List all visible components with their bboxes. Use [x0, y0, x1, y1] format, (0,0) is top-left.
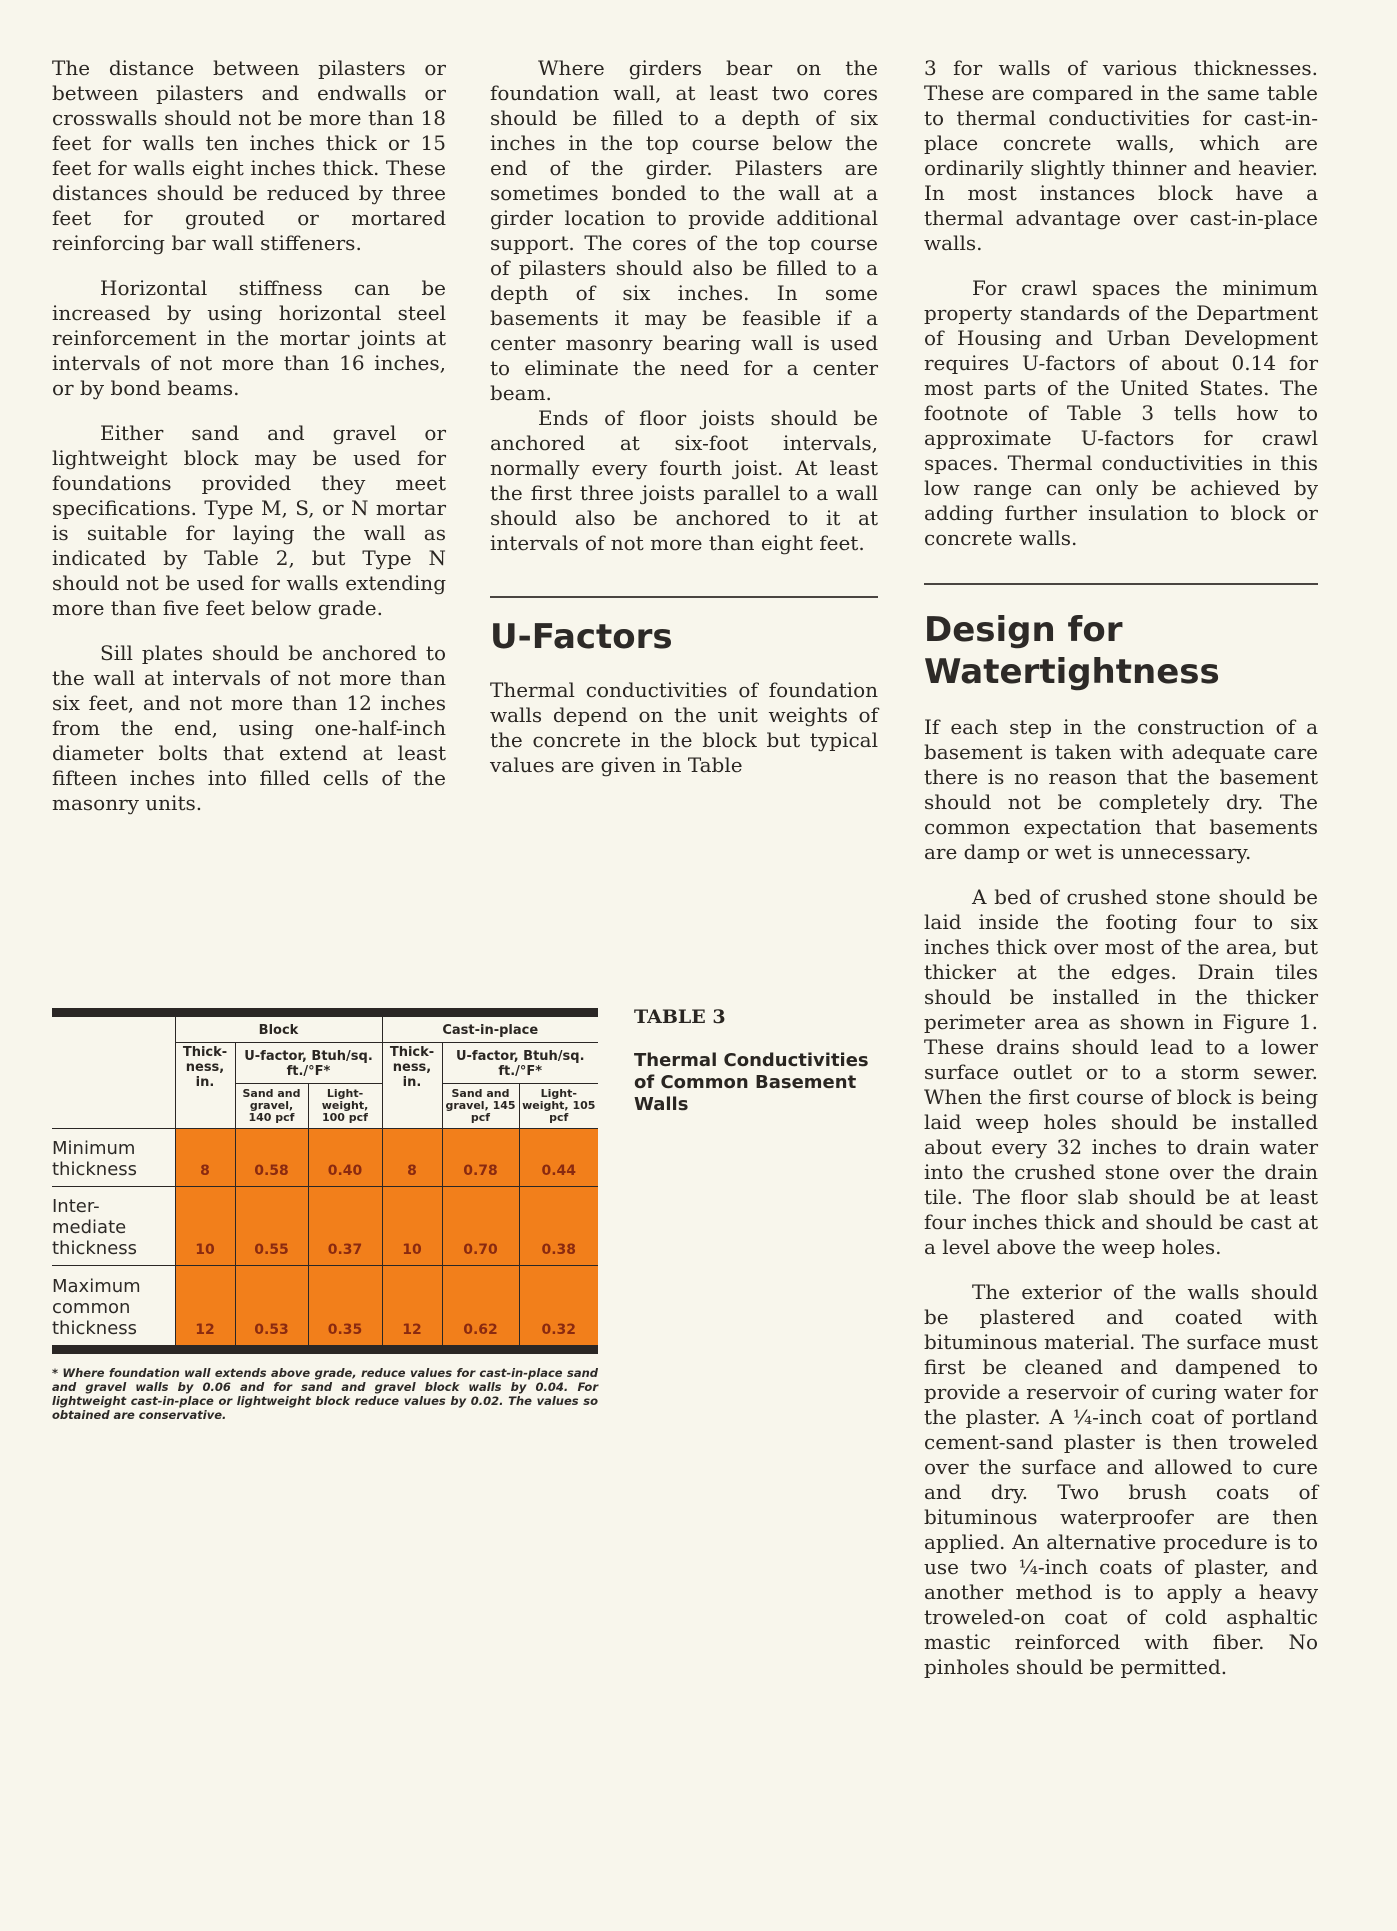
table-row — [52, 1187, 598, 1266]
table-title: Thermal Conductivities of Common Basement Walls — [634, 1050, 869, 1115]
paragraph: If each step in the construction of a basement is taken with adequate care there is no reason that the basement should not be completely dry. The common expectation that basements are damp or wet is unnecessary. — [924, 715, 1318, 864]
table-cell: 0.35 — [308, 1266, 382, 1345]
section-divider — [490, 596, 878, 598]
sub-header: Light-weight, 100 pcf — [308, 1084, 382, 1129]
section-heading-u-factors: U-Factors — [490, 617, 673, 657]
table-cell: 0.58 — [235, 1129, 308, 1187]
table-cell: 12 — [382, 1266, 442, 1345]
heading-line: Design for — [924, 610, 1123, 650]
row-label: Minimum thickness — [52, 1129, 175, 1187]
column-header-thickness: Thick-ness, in. — [175, 1043, 235, 1129]
paragraph: Either sand and gravel or lightweight block may be used for foundations provided they meet specifications. Type M, S, or N mortar is suitable for laying the wall as indicated by Table 2, but Type N should not be used for walls extending more than five feet below grade. — [52, 421, 446, 620]
paragraph: The exterior of the walls should be plastered and coated with bituminous material. The surface must first be cleaned and dampened to provide a reservoir of curing water for the plaster. A ¼-inch coat of portland cement-sand plaster is then troweled over the surface and allowed to cure and dry. Two brush coats of bituminous waterproofer are then applied. An alternative procedure is to use two ¼-inch coats of plaster, and another method is to apply a heavy troweled-on coat of cold asphaltic mastic reinforced with fiber. No pinholes should be permitted. — [924, 1280, 1318, 1679]
paragraph: 3 for walls of various thicknesses. These are compared in the same table to thermal conductivities for cast-in-place concrete walls, which are ordinarily slightly thinner and heavier. In most instances block have a thermal advantage over cast-in-place walls. — [924, 56, 1318, 255]
column-2 — [490, 56, 878, 778]
table-footnote: * Where foundation wall extends above grade, reduce values for cast-in-place sand and gravel walls by 0.06 and for sand and gravel block walls by 0.04. For lightweight cast-in-place or lightweight block reduce values by 0.02. The values so obtained are conservative. — [52, 1365, 598, 1422]
table-cell: 12 — [175, 1266, 235, 1345]
paragraph: The distance between pilasters or between pilasters and endwalls or crosswalls should not be more than 18 feet for walls ten inches thick or 15 feet for walls eight inches thick. These distances should be reduced by three feet for grouted or mortared reinforcing bar wall stiffeners. — [52, 56, 446, 255]
table-grid — [52, 1017, 598, 1345]
table-cell: 0.78 — [442, 1129, 519, 1187]
sub-header: Light-weight, 105 pcf — [519, 1084, 598, 1129]
column-1 — [52, 56, 446, 816]
section-heading-watertightness — [924, 609, 1318, 693]
table-cell: 10 — [175, 1187, 235, 1266]
table-cell: 0.53 — [235, 1266, 308, 1345]
table-row — [52, 1266, 598, 1345]
table-cell: 8 — [175, 1129, 235, 1187]
table-row — [52, 1129, 598, 1187]
table-cell: 0.40 — [308, 1129, 382, 1187]
table-cell: 10 — [382, 1187, 442, 1266]
table-cell: 0.70 — [442, 1187, 519, 1266]
table-label: TABLE 3 — [634, 1006, 726, 1028]
paragraph: Where girders bear on the foundation wall, at least two cores should be filled to a depth of six inches in the top course below the end of the girder. Pilasters are sometimes bonded to the wall at a girder location to provide additional support. The cores of the top course of pilasters should also be filled to a depth of six inches. In some basements it may be feasible if a center masonry bearing wall is used to eliminate the need for a center beam. — [490, 56, 878, 405]
table-cell: 0.44 — [519, 1129, 598, 1187]
table-cell: 0.37 — [308, 1187, 382, 1266]
table-bottom-rule — [52, 1345, 598, 1354]
heading-line: Watertightness — [924, 652, 1220, 692]
section-divider — [924, 583, 1318, 585]
paragraph: For crawl spaces the minimum property standards of the Department of Housing and Urban Development requires U-factors of about 0.14 for most parts of the United States. The footnote of Table 3 tells how to approximate U-factors for crawl spaces. Thermal conductivities in this low range can only be achieved by adding further insulation to block or concrete walls. — [924, 276, 1318, 550]
row-label: Maximum common thickness — [52, 1266, 175, 1345]
paragraph: A bed of crushed stone should be laid inside the footing four to six inches thick over most of the area, but thicker at the edges. Drain tiles should be installed in the thicker perimeter area as shown in Figure 1. These drains should lead to a lower surface outlet or to a storm sewer. When the first course of block is being laid weep holes should be installed about every 32 inches to drain water into the crushed stone over the drain tile. The floor slab should be at least four inches thick and should be cast at a level above the weep holes. — [924, 885, 1318, 1259]
sub-header: Sand and gravel, 145 pcf — [442, 1084, 519, 1129]
paragraph: Horizontal stiffness can be increased by using horizontal steel reinforcement in the mortar joints at intervals of not more than 16 inches, or by bond beams. — [52, 276, 446, 400]
column-header-u-factor: U-factor, Btuh/sq. ft./°F* — [235, 1043, 382, 1084]
table-cell: 0.32 — [519, 1266, 598, 1345]
group-header-block: Block — [175, 1017, 382, 1043]
sub-header: Sand and gravel, 140 pcf — [235, 1084, 308, 1129]
column-3 — [924, 56, 1318, 1680]
column-header-thickness: Thick-ness, in. — [382, 1043, 442, 1129]
table-cell: 0.38 — [519, 1187, 598, 1266]
table-cell: 0.55 — [235, 1187, 308, 1266]
paragraph: Sill plates should be anchored to the wall at intervals of not more than six feet, and not more than 12 inches from the end, using one-half-inch diameter bolts that extend at least fifteen inches into filled cells of the masonry units. — [52, 641, 446, 815]
thermal-table — [52, 1008, 598, 1433]
row-label: Inter-mediate thickness — [52, 1187, 175, 1266]
column-header-u-factor: U-factor, Btuh/sq. ft./°F* — [442, 1043, 598, 1084]
group-header-cast: Cast-in-place — [382, 1017, 598, 1043]
table-cell: 8 — [382, 1129, 442, 1187]
table-top-rule — [52, 1008, 598, 1017]
table-cell: 0.62 — [442, 1266, 519, 1345]
paragraph: Thermal conductivities of foundation walls depend on the unit weights of the concrete in the block but typical values are given in Table — [490, 678, 878, 777]
table-caption — [634, 1006, 874, 1116]
paragraph: Ends of floor joists should be anchored at six-foot intervals, normally every fourth joist. At least the first three joists parallel to a wall should also be anchored to it at intervals of not more than eight feet. — [490, 406, 878, 555]
